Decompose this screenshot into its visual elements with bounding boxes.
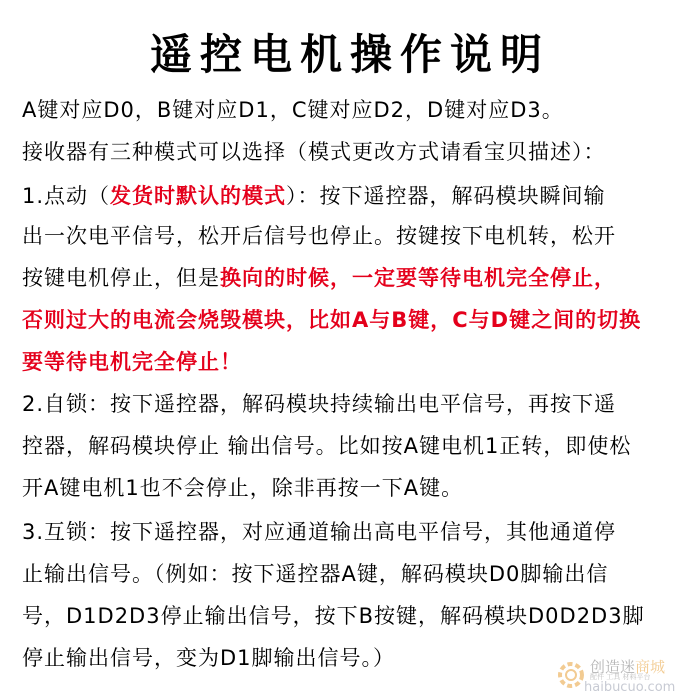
text-line-13	[22, 600, 645, 630]
line-2-text: 接收器有三种模式可以选择（模式更改方式请看宝贝描述）：	[22, 140, 606, 164]
line-5-text-a: 按键电机停止，但是	[22, 266, 220, 290]
line-11-text: 3.互锁：按下遥控器，对应通道输出高电平信号，其他通道停	[22, 520, 617, 544]
line-4-text: 出一次电平信号，松开后信号也停止。按键按下电机转，松开	[22, 224, 616, 248]
line-10-text: 开A键电机1也不会停止，除非再按一下A键。	[22, 476, 464, 500]
line-5-highlight: 换向的时候，一定要等待电机完全停止，	[220, 266, 616, 290]
page-title: 遥控电机操作说明	[149, 30, 550, 79]
text-line-1	[22, 94, 564, 124]
text-line-6	[22, 304, 641, 334]
text-line-3	[22, 180, 606, 210]
line-14-text: 停止输出信号，变为D1脚输出信号。）	[22, 646, 396, 670]
text-line-9	[22, 430, 631, 460]
text-line-12	[22, 558, 608, 588]
watermark-name-3: 商城	[635, 658, 666, 676]
watermark-name-2: 迷	[620, 658, 636, 676]
line-9-text: 控器，解码模块停止 输出信号。比如按A键电机1正转，即使松	[22, 434, 632, 458]
text-line-4	[22, 220, 616, 250]
line-7-highlight: 要等待电机完全停止！	[22, 350, 242, 374]
text-line-5	[22, 262, 616, 292]
watermark-name-1: 创造	[590, 658, 621, 676]
watermark-url: haibucuo.com	[584, 680, 676, 695]
line-1-text: A键对应D0，B键对应D1，C键对应D2，D键对应D3。	[22, 98, 564, 122]
line-8-text: 2.自锁：按下遥控器，解码模块持续输出电平信号，再按下遥	[22, 392, 617, 416]
line-3-highlight: 发货时默认的模式	[110, 184, 287, 208]
text-line-7	[22, 346, 242, 376]
text-line-8	[22, 388, 616, 418]
line-6-highlight: 否则过大的电流会烧毁模块，比如A与B键，C与D键之间的切换	[22, 308, 642, 332]
watermark-sub: 配件 工具 材料平台	[590, 673, 651, 681]
line-13-text: 号，D1D2D3停止输出信号，按下B按键，解码模块D0D2D3脚	[22, 604, 645, 628]
line-3-text-b: ）：按下遥控器，解码模块瞬间输	[286, 184, 606, 208]
text-line-11	[22, 516, 616, 546]
text-line-2	[22, 136, 606, 166]
watermark-logo	[554, 656, 694, 696]
line-3-text-a: 1.点动（	[22, 184, 111, 208]
gear-icon	[554, 658, 588, 692]
line-12-text: 止输出信号。（例如：按下遥控器A键，解码模块D0脚输出信	[22, 562, 609, 586]
text-line-14	[22, 642, 395, 672]
text-line-10	[22, 472, 463, 502]
